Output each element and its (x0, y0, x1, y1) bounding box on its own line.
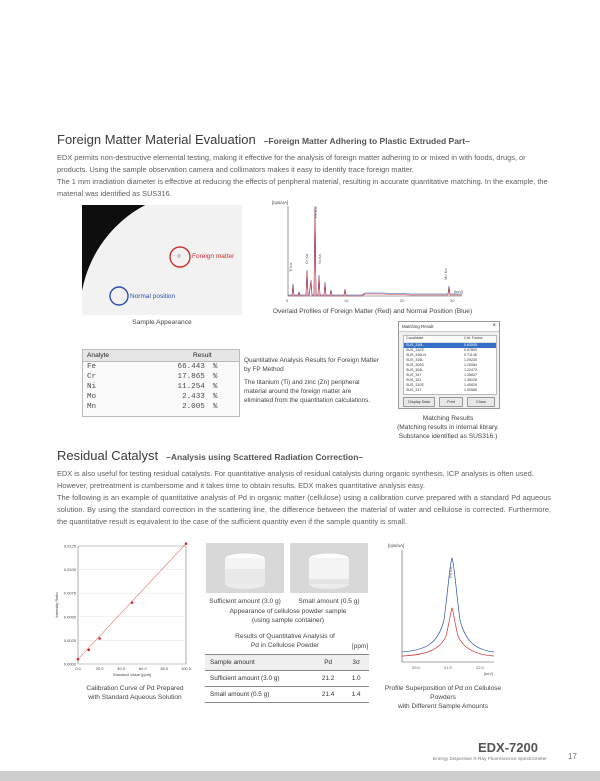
matching-col-candidate: Candidate (406, 336, 424, 340)
pd-profile-caption (372, 684, 514, 711)
peak-label-fe: Fe Ka (313, 207, 318, 218)
table-row[interactable] (404, 388, 496, 393)
matching-rows (404, 343, 496, 393)
appearance-caption-line-2: (using sample container) (251, 617, 325, 624)
matching-caption-line-3: Substance identified as SUS316.) (398, 433, 498, 440)
small-amount-label: Small amount (0.5 g) (298, 598, 360, 605)
matching-caption-line-2: (Matching results in internal library. (397, 424, 499, 431)
fp-value: 66.443 (177, 363, 205, 371)
matching-candidate: SUS_316Ti (406, 348, 425, 352)
pd-caption-line-2: with Different Sample Amounts (397, 703, 489, 710)
results-header-3sigma: 3σ (343, 655, 369, 671)
table-row (83, 392, 239, 402)
peak-label-mo: Mo Ka (443, 268, 448, 280)
pd-tick-21: 21.0 (444, 665, 452, 670)
results-unit: [ppm] (352, 643, 368, 650)
print-button[interactable]: Print (439, 397, 463, 407)
section2-subtitle: –Analysis using Scattered Radiation Correction– (166, 452, 364, 462)
results-title-line-2: Pd in Cellulose Powder (250, 642, 320, 649)
calibration-caption-line-1: Calibration Curve of Pd Prepared (86, 685, 184, 692)
peak-label-cr: Cr Ka (304, 253, 309, 264)
pd-tick-22: 22.0 (476, 665, 484, 670)
profile-x-unit: [keV] (454, 289, 464, 294)
fp-unit: % (212, 373, 218, 381)
section2-heading (57, 448, 363, 463)
section2-paragraph-1: EDX is also useful for testing residual catalysts. For quantitative analysis of residual catalysts during organic synthesis, ICP analysis is often used. However, pretreatment is cumbersome and it takes time to obtain results. EDX makes quantitative analysis easy. (57, 469, 534, 490)
results-header-pd: Pd (313, 655, 343, 671)
fp-element: Mo (87, 393, 97, 401)
fp-unit: % (212, 403, 218, 411)
matching-candidate: SUS_304L (406, 368, 424, 372)
matching-list-header (404, 336, 496, 343)
x-tick-label: 100.0 (180, 666, 192, 671)
sample-appearance-caption: Sample Appearance (132, 319, 192, 326)
section1-heading (57, 132, 470, 147)
section1-title: Foreign Matter Material Evaluation (57, 132, 256, 147)
profile-tick-30: 30 (450, 298, 455, 303)
product-tagline: Energy Dispersive X-Ray Fluorescence Spectrometer (433, 757, 547, 762)
matching-factor: 1.22472 (464, 368, 477, 372)
fp-results-note: The titanium (Ti) and zinc (Zn) peripheral material around the foreign matter are eliminated from the quantitation calculations. (244, 379, 371, 404)
section2-title: Residual Catalyst (57, 448, 159, 463)
peak-label-ti: Ti Ka (288, 262, 293, 272)
fp-value: 11.254 (177, 383, 205, 391)
matching-list[interactable] (403, 335, 497, 395)
table-row (205, 655, 369, 671)
sufficient-amount-photo (206, 543, 284, 593)
results-cell: Sufficient amount (3.0 g) (205, 671, 313, 687)
matching-candidate: SUS_321 (406, 378, 422, 382)
data-point (185, 542, 188, 545)
profile-tick-20: 20 (400, 298, 405, 303)
table-row (205, 671, 369, 687)
page-number: 17 (568, 752, 577, 761)
data-point (131, 601, 134, 604)
appearance-caption (203, 607, 373, 625)
small-amount-photo (290, 543, 368, 593)
matching-caption-line-1: Matching Results (422, 415, 474, 422)
results-cell: 21.2 (313, 671, 343, 687)
overlaid-profile-caption: Overlaid Profiles of Foreign Matter (Red) and Normal Position (Blue) (272, 308, 473, 315)
matching-factor: 0.63005 (464, 343, 477, 347)
results-cell: 1.4 (343, 687, 369, 703)
matching-factor: 1.50566 (464, 388, 477, 392)
appearance-caption-line-1: Appearance of cellulose powder sample (229, 608, 347, 615)
matching-candidate: SUS_316L (406, 343, 424, 347)
pd-caption-line-1: Profile Superposition of Pd on Cellulose Powders (384, 685, 502, 701)
fp-value: 2.433 (182, 393, 205, 401)
matching-dialog-titlebar (399, 322, 499, 332)
results-title-line-1: Results of Quantitative Analysis of (235, 633, 335, 640)
x-axis-label: Standard Value [ppm] (112, 672, 152, 677)
x-tick-label: 60.0 (138, 666, 147, 671)
table-row (83, 372, 239, 382)
overlaid-profile-chart (272, 200, 470, 304)
y-tick-label: 0.0050 (63, 614, 76, 620)
pd-profile-y-unit: [cps/uA] (388, 543, 405, 548)
y-tick-label: 0.0100 (63, 567, 76, 573)
results-cell: 1.0 (343, 671, 369, 687)
matching-candidate: SUS_309S (406, 363, 424, 367)
plot-frame (78, 546, 186, 664)
fp-element: Mn (87, 403, 97, 411)
y-tick-label: 0.0075 (63, 590, 76, 596)
close-button[interactable]: Close (467, 397, 495, 407)
peak-label-ni: Ni Ka (317, 254, 322, 264)
section1-paragraph-2: The 1 mm irradiation diameter is effective at reducing the effects of peripheral material, resulting in accurate quantitative matching. In the example, the material was identified as SUS316. (57, 177, 548, 198)
foreign-matter-label: Foreign matter (192, 253, 235, 260)
normal-position-label: Normal position (130, 293, 176, 300)
y-axis-label: Intensity Ratio (54, 592, 59, 618)
fp-value: 17.865 (177, 373, 205, 381)
calibration-caption (70, 684, 200, 702)
fp-results-panel (82, 349, 240, 417)
section2-paragraph-2: The following is an example of quantitative analysis of Pd in organic matter (cellulose) using a calibration curve prepared with a standard Pd aqueous solution. By using the standard correction in the scattering line, the difference between the material of water and cellulose is corrected. Furthermore, the quantitative result is equivalent to the case of the sufficient quantity even if the sample quantity is small. (57, 493, 551, 526)
fp-element: Ni (87, 383, 97, 391)
matching-col-factor: Crit. Factor (464, 336, 483, 340)
fp-value: 2.005 (182, 403, 205, 411)
matching-factor: 1.35607 (464, 373, 477, 377)
matching-factor: 1.20084 (464, 363, 477, 367)
section1-subtitle: –Foreign Matter Adhering to Plastic Extruded Part– (263, 136, 470, 146)
x-tick-label: 20.0 (95, 666, 104, 671)
fp-results-table (83, 362, 239, 412)
table-row (83, 382, 239, 392)
matching-dialog-title: Matching Result (402, 324, 434, 329)
profile-tick-10: 10 (344, 298, 349, 303)
x-tick-label: 40.0 (117, 666, 126, 671)
profile-tick-0: 0 (286, 298, 289, 303)
fp-unit: % (212, 393, 218, 401)
matching-candidate: SUS_310S (406, 383, 424, 387)
fp-element: Fe (87, 363, 97, 371)
section1-paragraph-1: EDX permits non-destructive elemental testing, making it effective for the analysis of foreign matter adhering to or mixed in with foods, drugs, or products. Using the sample observation camera and collimators makes it easy to identify trace foreign matter. (57, 153, 526, 174)
matching-candidate: SUS_347 (406, 373, 422, 377)
table-row (83, 402, 239, 412)
results-table (205, 654, 369, 703)
sample-appearance-photo (82, 205, 242, 315)
results-title (210, 632, 360, 650)
calibration-plot (52, 536, 192, 684)
fp-results-caption: Quantitative Analysis Results for Foreign Matter by FP Method (244, 357, 379, 373)
y-tick-label: 0.0000 (63, 661, 76, 667)
y-tick-label: 0.0125 (63, 543, 76, 549)
fp-results-header (83, 350, 239, 362)
table-row (83, 362, 239, 372)
matching-result-dialog (398, 321, 500, 409)
pd-profile-chart (386, 540, 498, 680)
matching-factor: 1.40829 (464, 383, 477, 387)
matching-factor: 1.39228 (464, 378, 477, 382)
matching-candidate: SUS_316L (406, 358, 424, 362)
sufficient-amount-label: Sufficient amount (3.0 g) (209, 598, 281, 605)
fp-element: Cr (87, 373, 97, 381)
x-tick-label: 0.0 (75, 666, 81, 671)
y-tick-label: 0.0025 (63, 637, 76, 643)
profile-y-unit: [cps/uA] (272, 200, 289, 205)
fp-header-analyte: Analyte (87, 352, 109, 359)
calibration-curve-chart (52, 536, 192, 684)
x-tick-label: 80.0 (160, 666, 169, 671)
pd-tick-20: 20.0 (412, 665, 420, 670)
calibration-caption-line-2: with Standard Aqueous Solution (88, 694, 182, 701)
results-cell: 21.4 (313, 687, 343, 703)
matching-candidate: SUS_317 (406, 388, 422, 392)
fp-unit: % (212, 383, 218, 391)
results-header-sample: Sample amount (205, 655, 313, 671)
table-row (205, 687, 369, 703)
matching-factor: 0.67890 (464, 348, 477, 352)
data-point (77, 658, 80, 661)
product-name: EDX-7200 (478, 740, 538, 755)
matching-results-caption (385, 414, 511, 441)
fp-header-result: Result (193, 352, 212, 359)
footer-bar (0, 771, 600, 781)
results-cell: Small amount (0.5 g) (205, 687, 313, 703)
pd-peak-label: Pd Ka (448, 567, 453, 578)
matching-factor: 1.09230 (464, 358, 477, 362)
display-data-button[interactable]: Display Data (403, 397, 435, 407)
matching-factor: 0.71145 (464, 353, 477, 357)
fp-unit: % (212, 363, 218, 371)
data-point (88, 649, 91, 652)
data-point (98, 637, 101, 640)
matching-candidate: SUS_316LN (406, 353, 426, 357)
pd-profile-x-unit: [keV] (484, 671, 494, 676)
close-icon[interactable]: × (492, 323, 496, 329)
